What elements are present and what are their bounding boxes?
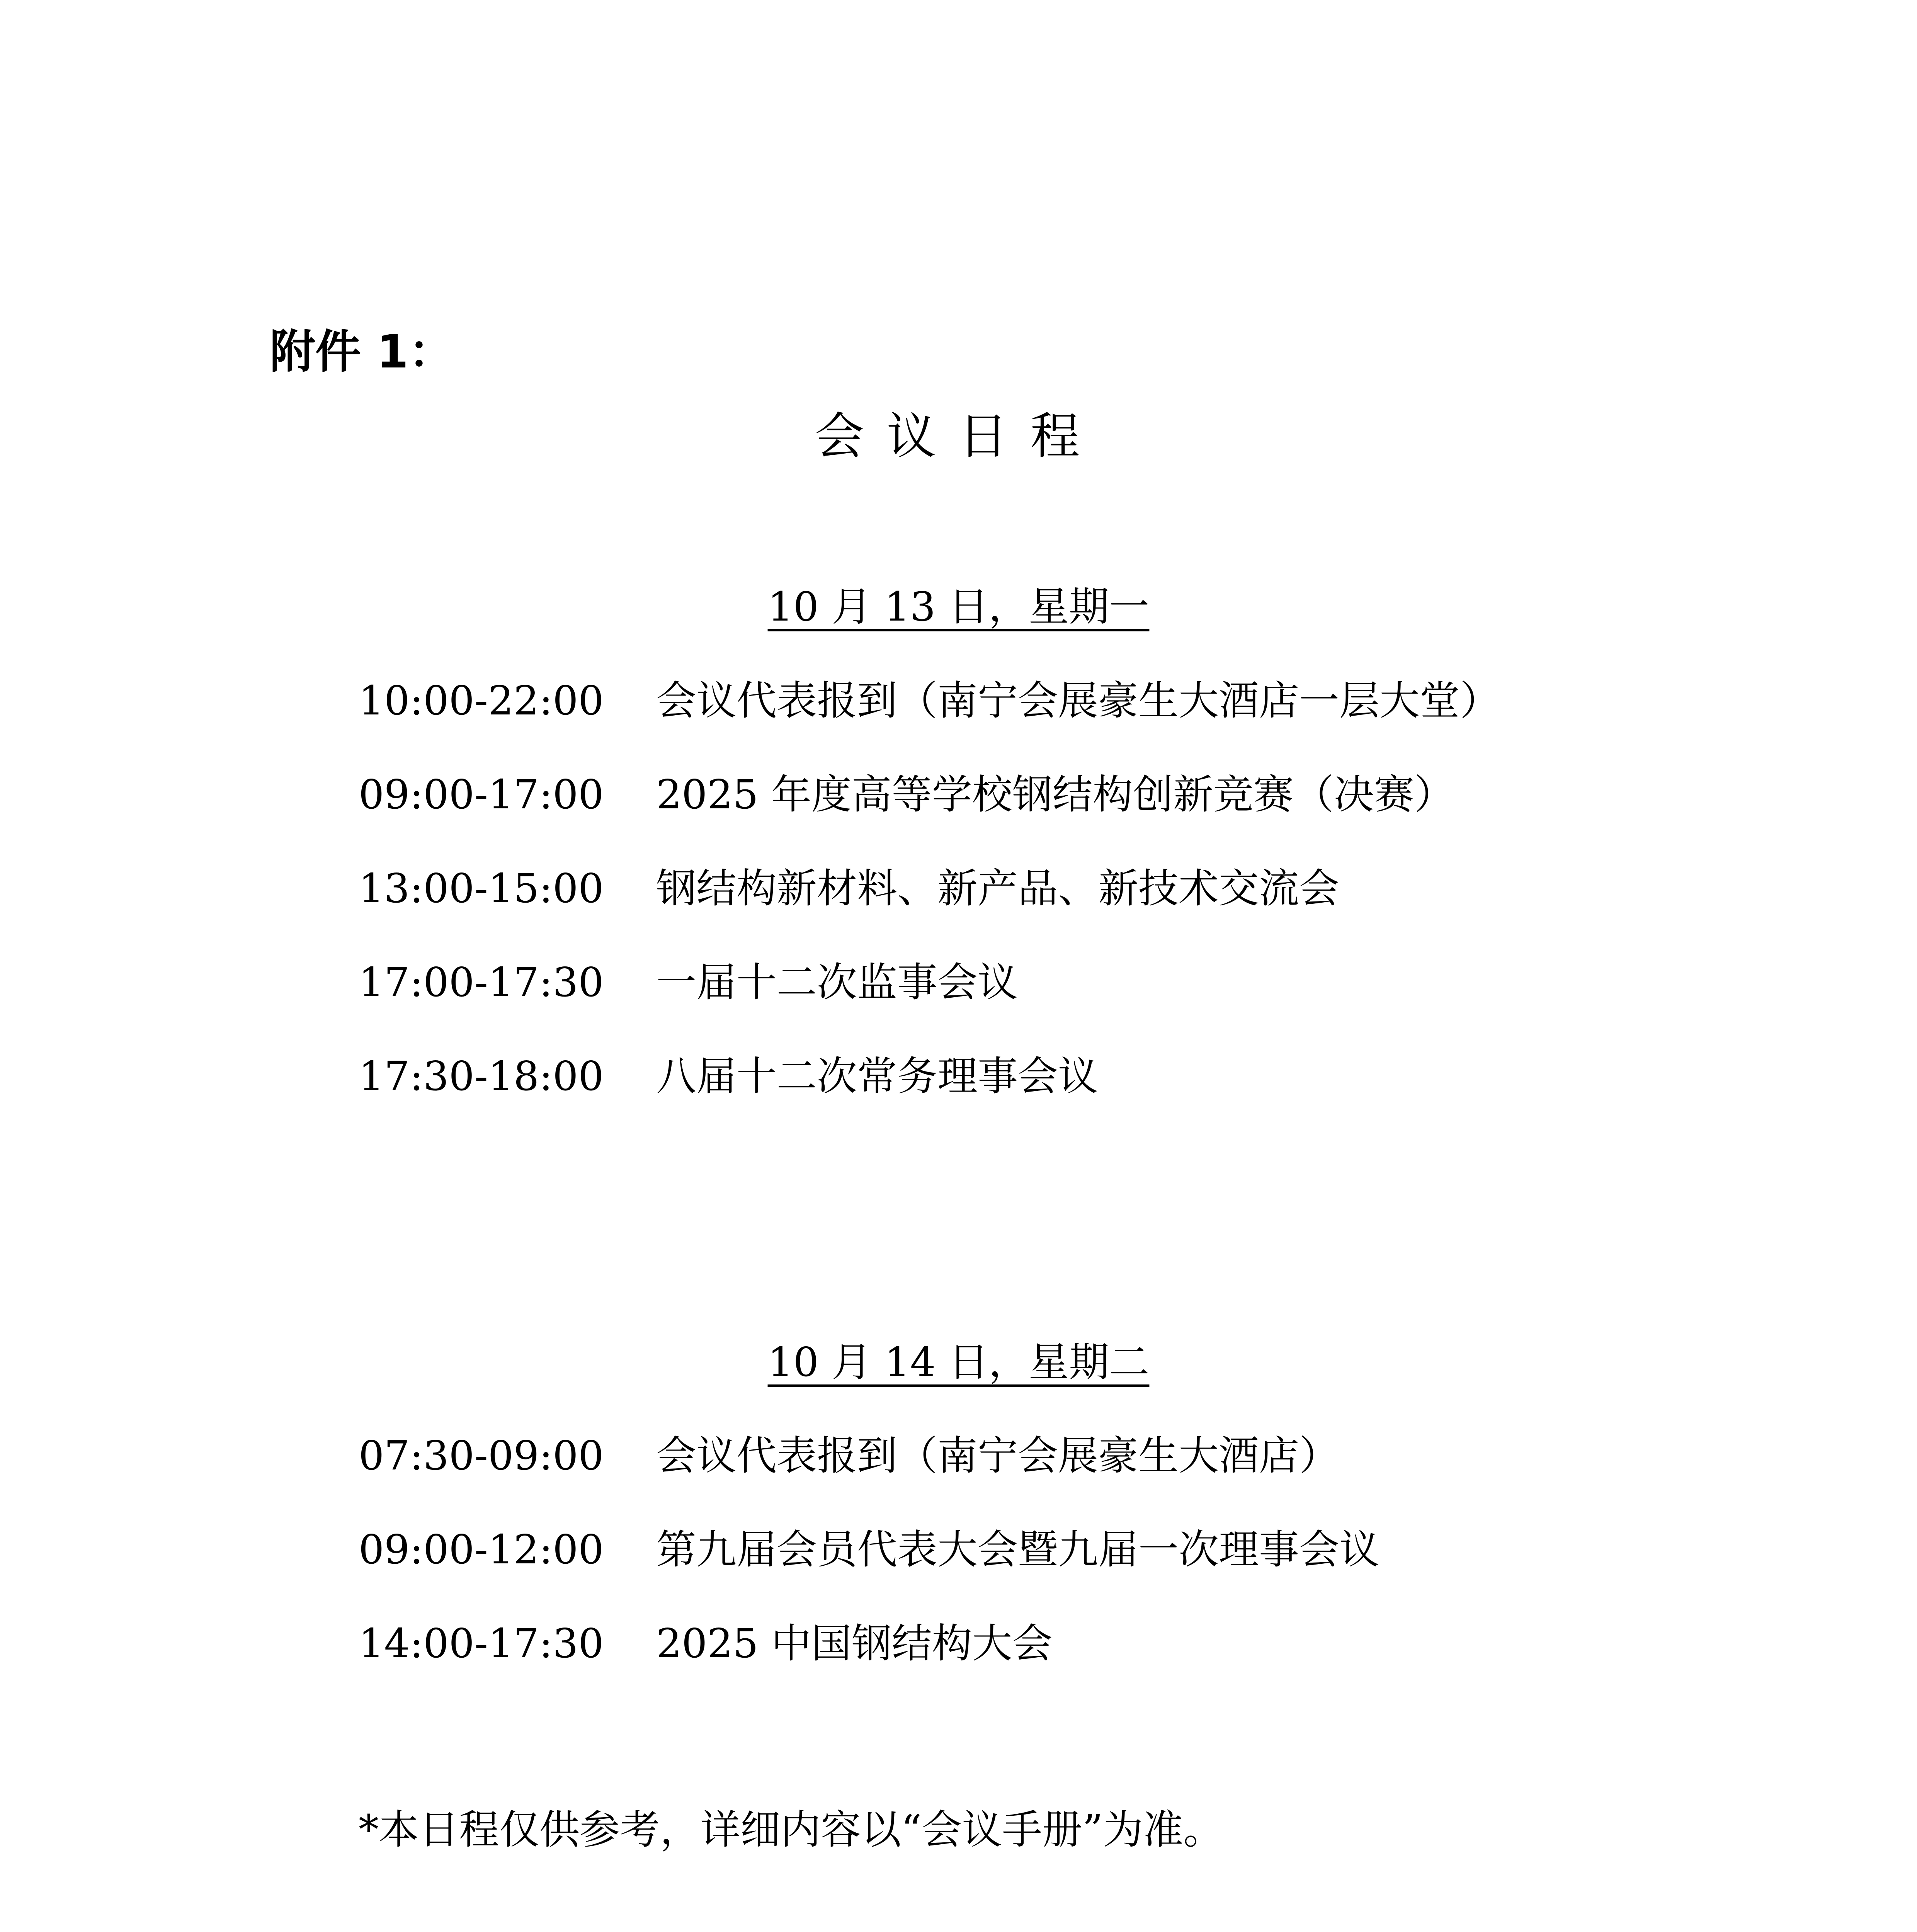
- schedule-list-oct-14: [359, 1427, 1827, 1708]
- footnote: *本日程仅供参考，详细内容以“会议手册”为准。: [359, 1806, 1224, 1853]
- event-time: 10:00-22:00: [359, 677, 604, 724]
- schedule-row: [359, 1047, 1827, 1141]
- day-heading-oct-14: [0, 1333, 1917, 1391]
- day-heading-oct-13: [0, 578, 1917, 636]
- schedule-list-oct-13: [359, 672, 1827, 1141]
- schedule-row: [359, 1427, 1827, 1520]
- event-time: 17:30-18:00: [359, 1053, 604, 1100]
- schedule-row: [359, 859, 1827, 953]
- event-time: 13:00-15:00: [359, 865, 604, 912]
- schedule-row: [359, 1520, 1827, 1614]
- event-time: 14:00-17:30: [359, 1620, 604, 1667]
- schedule-row: [359, 1614, 1827, 1708]
- event-description: 2025 年度高等学校钢结构创新竞赛（决赛）: [656, 771, 1454, 818]
- event-time: 17:00-17:30: [359, 959, 604, 1006]
- event-description: 会议代表报到（南宁会展豪生大酒店一层大堂）: [656, 677, 1500, 724]
- event-description: 钢结构新材料、新产品、新技术交流会: [656, 865, 1340, 912]
- document-title: 会议日程: [815, 408, 1102, 465]
- event-time: 07:30-09:00: [359, 1432, 604, 1479]
- attachment-label: 附件 1：: [270, 325, 454, 378]
- event-time: 09:00-12:00: [359, 1526, 604, 1573]
- event-description: 会议代表报到（南宁会展豪生大酒店）: [656, 1432, 1340, 1479]
- event-description: 一届十二次监事会议: [656, 959, 1018, 1006]
- event-time: 09:00-17:00: [359, 771, 604, 818]
- schedule-row: [359, 765, 1827, 859]
- event-description: 第九届会员代表大会暨九届一次理事会议: [656, 1526, 1380, 1573]
- event-description: 2025 中国钢结构大会: [656, 1620, 1053, 1667]
- schedule-row: [359, 953, 1827, 1047]
- schedule-row: [359, 672, 1827, 765]
- day-heading-text: 10 月 14 日，星期二: [767, 1338, 1150, 1386]
- day-heading-text: 10 月 13 日，星期一: [767, 583, 1150, 630]
- event-description: 八届十二次常务理事会议: [656, 1053, 1099, 1100]
